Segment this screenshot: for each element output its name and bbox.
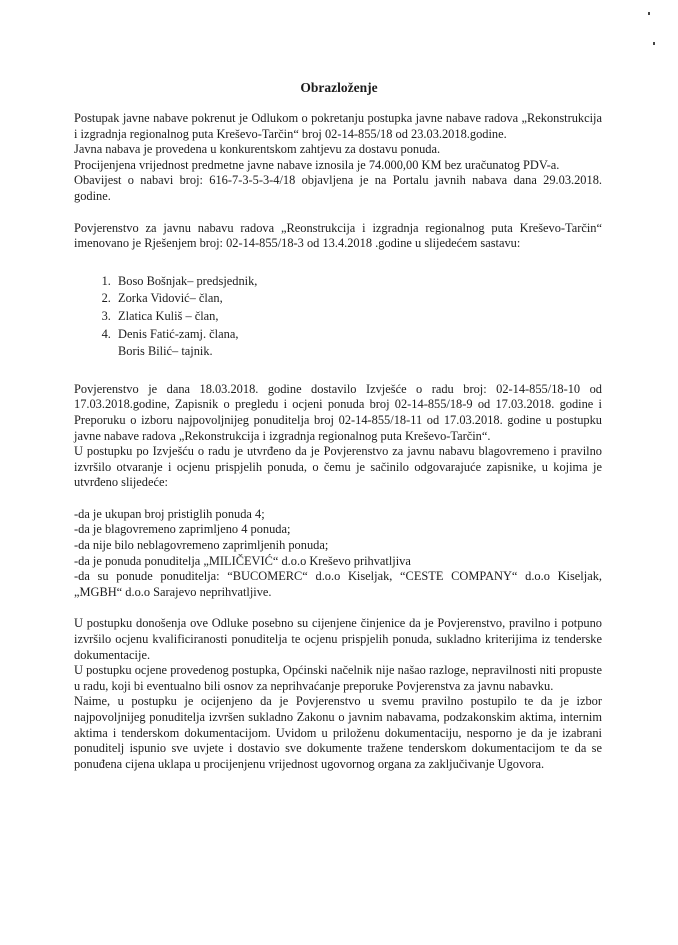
intro-paragraph-2: Javna nabava je provedena u konkurentskom zahtjevu za dostavu ponuda. xyxy=(74,142,441,157)
intro-paragraph-4: Obavijest o nabavi broj: 616-7-3-5-3-4/18 objavljena je na Portalu javnih nabava dana 29.03.2018. godine. xyxy=(74,173,602,203)
finding-item: -da je ponuda ponuditelja „MILIČEVIĆ“ d.o.o Kreševo prihvatljiva xyxy=(74,553,411,568)
member-secretary: Boris Bilić– tajnik. xyxy=(118,344,213,359)
scan-speck xyxy=(653,42,655,45)
document-title: Obrazloženje xyxy=(300,80,378,95)
document-body xyxy=(74,111,602,772)
finding-item: -da su ponude ponuditelja: “BUCOMERC“ d.o.o Kiseljak, “CESTE COMPANY“ d.o.o Kiseljak, „MGBH“ d.o.o Sarajevo neprihvatljive. xyxy=(74,569,602,599)
member-item: 4. Denis Fatić-zamj. člana, xyxy=(114,327,602,343)
finding-item: -da nije bilo neblagovremeno zaprimljenih ponuda; xyxy=(74,538,329,553)
member-item: 3. Zlatica Kuliš – član, xyxy=(114,309,602,325)
intro-paragraph-1: Postupak javne nabave pokrenut je Odlukom o pokretanju postupka javne nabave radova „Rekonstrukcija i izgradnja regionalnog puta Kreševo-Tarčin“ broj 02-14-855/18 od 23.03.2018.godine. xyxy=(74,111,602,141)
member-item: 1. Boso Bošnjak– predsjednik, xyxy=(114,274,602,290)
intro-paragraph-3: Procijenjena vrijednost predmetne javne nabave iznosila je 74.000,00 KM bez uračunatog PDV-a. xyxy=(74,157,560,172)
report-paragraph-2: U postupku po Izvješću o radu je utvrđeno da je Povjerenstvo za javnu nabavu blagovremeno i pravilno izvršilo otvaranje i ocjenu prispjelih ponuda, o čemu je sačinilo odgovarajuće zapisnike, u kojima je utvrđeno slijedeće: xyxy=(74,444,602,490)
conclusion-paragraph-1: U postupku donošenja ove Odluke posebno su cijenjene činjenice da je Povjerenstvo, pravilno i potpuno izvršilo ocjenu kvalificiranosti ponuditelja te ocjenu prispjelih ponuda, sukladno kriterijima iz tenderske dokumentacije. xyxy=(74,616,602,662)
conclusion-paragraph-2: U postupku ocjene provedenog postupka, Općinski načelnik nije našao razloge, nepravilnosti niti propuste u radu, koji bi eventualno bili osnov za neprihvaćanje preporuke Povjerenstva za javnu nabavku. xyxy=(74,663,602,693)
finding-item: -da je ukupan broj pristiglih ponuda 4; xyxy=(74,506,265,521)
scan-speck xyxy=(648,12,650,15)
committee-members-list xyxy=(74,274,602,342)
report-paragraph-1: Povjerenstvo je dana 18.03.2018. godine dostavilo Izvješće o radu broj: 02-14-855/18-10 od 17.03.2018.godine, Zapisnik o pregledu i ocjeni ponuda broj 02-14-855/18-9 od 17.03.2018. godine i Preporuku o izboru najpovoljnijeg ponuditelja broj 02-14-855/18-11 od 17.03.2018. godine u postupku javne nabave radova „Rekonstrukcija i izgradnja regionalnog puta Kreševo-Tarčin“. xyxy=(74,381,602,443)
member-item: 2. Zorka Vidović– član, xyxy=(114,291,602,307)
conclusion-paragraph-3: Naime, u postupku je ocijenjeno da je Povjerenstvo u svemu pravilno postupilo te da je izbor najpovoljnijeg ponuditelja izvršen sukladno Zakonu o javnim nabavama, podzakonskim aktima, internim aktima i tenderskom dokumentacijom. Uvidom u priloženu dokumentaciju, nesporno je da je izabrani ponuditelj ispunio sve uvjete i dostavio sve dokumente tražene tenderskom dokumentacijom te da se ponuđena cijena uklapa u procijenjenu vrijednost ugovornog organa za zaključivanje Ugovora. xyxy=(74,694,602,771)
committee-intro: Povjerenstvo za javnu nabavu radova „Reonstrukcija i izgradnja regionalnog puta Kreševo-Tarčin“ imenovano je Rješenjem broj: 02-14-855/18-3 od 13.4.2018 .godine u slijedećem sastavu: xyxy=(74,220,602,251)
finding-item: -da je blagovremeno zaprimljeno 4 ponuda; xyxy=(74,522,291,537)
